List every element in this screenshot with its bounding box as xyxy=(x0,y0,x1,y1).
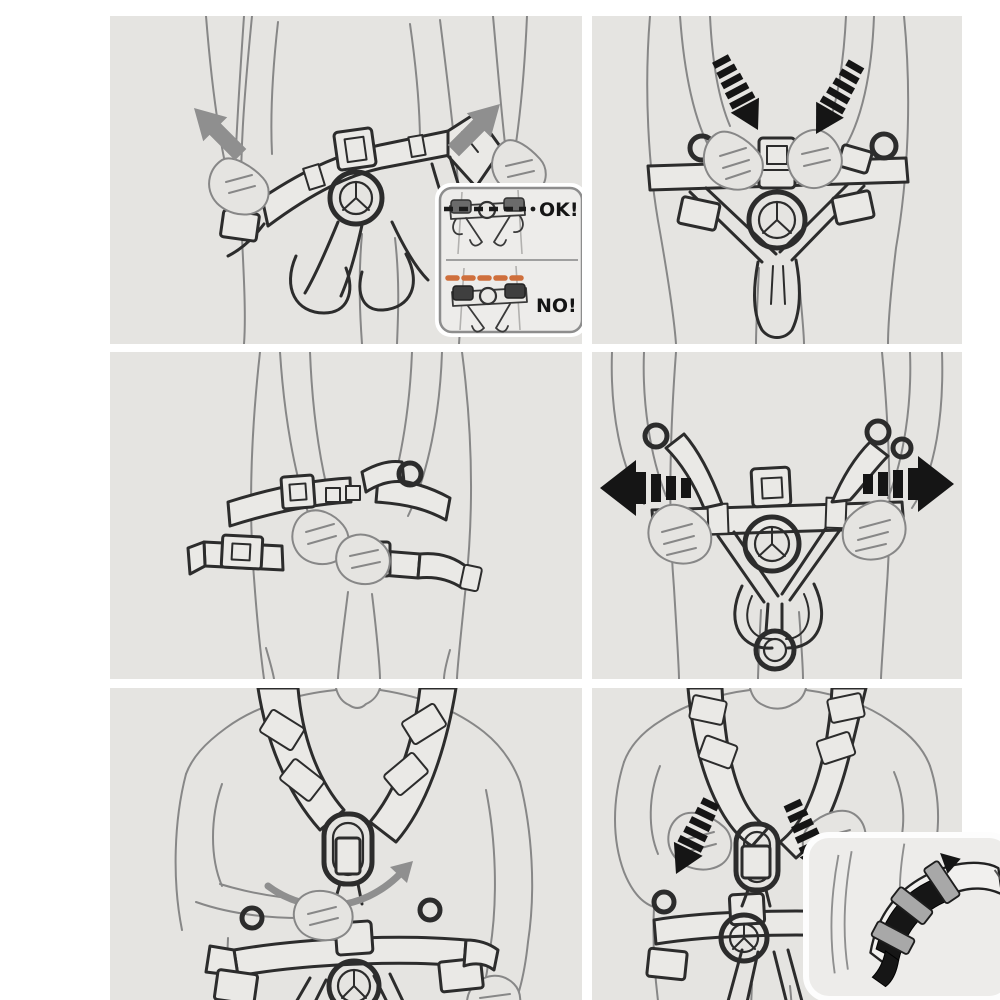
left-leg-buckle xyxy=(678,196,721,230)
hand xyxy=(294,891,353,940)
ok-label: OK! xyxy=(539,199,579,221)
panel-step-3 xyxy=(110,352,582,679)
left-gear-loop xyxy=(645,425,667,447)
hands xyxy=(292,510,389,584)
ok-no-inset xyxy=(435,183,582,337)
lower-d-ring xyxy=(756,631,794,669)
down-left-striped-arrow xyxy=(706,51,772,138)
strap-closeup xyxy=(831,844,1000,987)
strap-detail-inset xyxy=(803,832,1000,1000)
panel-step-5 xyxy=(110,688,582,1000)
panel-step-2 xyxy=(592,16,962,344)
no-label: NO! xyxy=(536,295,577,317)
shoulder-straps xyxy=(258,688,456,842)
panel-step-4 xyxy=(592,352,962,679)
panel-step-1 xyxy=(110,16,582,344)
waist-harness xyxy=(648,134,908,338)
left-leg-buckle xyxy=(214,969,258,1000)
left-leg-buckle xyxy=(647,948,688,980)
right-gear-loop xyxy=(867,421,889,443)
right-leg-buckle xyxy=(832,190,875,224)
sternal-loop xyxy=(324,814,372,904)
right-gear-loop xyxy=(872,134,896,158)
